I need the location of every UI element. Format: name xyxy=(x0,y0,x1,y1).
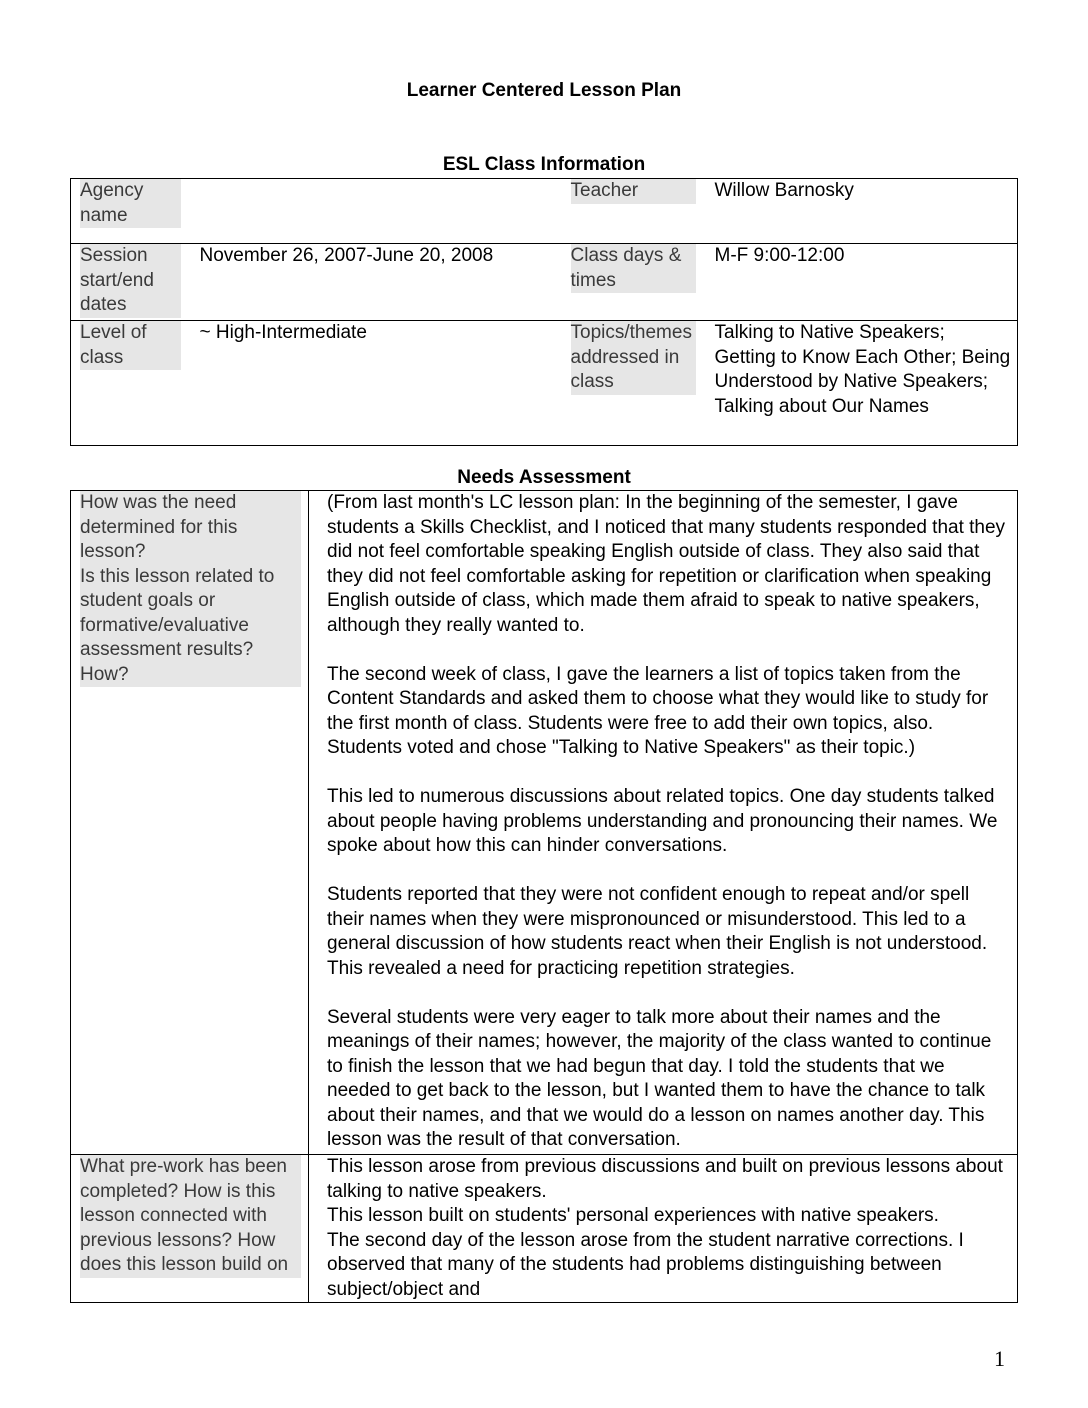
class-info-table xyxy=(70,178,1018,446)
level-label-cell xyxy=(71,321,191,446)
question-line: determined for this lesson? xyxy=(80,516,238,562)
question-need-determined xyxy=(80,491,301,687)
question-line: does this lesson build on xyxy=(80,1254,289,1275)
answer-line: This lesson arose from previous discussions and built on previous lessons about talking to native speakers. xyxy=(327,1156,1003,1202)
topics-label-line: class xyxy=(570,371,614,392)
question-line: formative/evaluative xyxy=(80,614,249,636)
topics-value-line: Getting to Know Each Other; Being xyxy=(714,346,1011,368)
agency-value xyxy=(191,179,571,244)
session-label-line: Session xyxy=(80,245,148,266)
agency-label-line: name xyxy=(80,204,128,226)
session-label xyxy=(80,244,181,318)
days-label xyxy=(571,244,696,293)
question-pre-work xyxy=(80,1155,301,1278)
days-label-line: Class days & xyxy=(570,245,682,266)
answer-paragraph: This led to numerous discussions about related topics. One day students talked about people having problems understanding and pronouncing their names. We spoke about how this can hinder conversations. xyxy=(327,786,998,856)
table-row xyxy=(71,179,1018,244)
session-value: November 26, 2007-June 20, 2008 xyxy=(191,244,571,321)
needs-assessment-heading: Needs Assessment xyxy=(457,467,631,488)
level-label xyxy=(80,321,181,370)
table-row xyxy=(71,244,1018,321)
answer-cell xyxy=(309,491,1018,1155)
agency-label-line: Agency xyxy=(80,180,144,201)
agency-label xyxy=(80,179,181,228)
days-label-line: times xyxy=(570,269,616,291)
session-label-cell xyxy=(71,244,191,321)
page-number: 1 xyxy=(994,1346,1005,1371)
topics-label-cell xyxy=(571,321,715,446)
agency-label-cell xyxy=(71,179,191,244)
answer-line: The second day of the lesson arose from the student narrative corrections. I observed that many of the students had problems distinguishing between subject/object and xyxy=(327,1229,964,1300)
answer-paragraph: Students reported that they were not confident enough to repeat and/or spell their names when they were mispronounced or misunderstood. This led to a general discussion of how students react when their English is not understood. This revealed a need for practicing repetition strategies. xyxy=(327,884,988,979)
question-line: completed? How is this xyxy=(80,1180,276,1202)
answer-paragraph: The second week of class, I gave the learners a list of topics taken from the Content Standards and asked them to choose what they would like to study for the first month of class. Students were free to add their own topics, also. Students voted and chose "Talking to Native Speakers" as their topic.) xyxy=(327,663,989,758)
needs-assessment-table xyxy=(70,490,1018,1303)
topics-value-line: Talking about Our Names xyxy=(714,395,929,417)
question-line: How was the need xyxy=(80,492,237,513)
level-value: ~ High-Intermediate xyxy=(191,321,571,446)
level-label-line: Level of xyxy=(80,322,147,343)
topics-label-line: addressed in xyxy=(570,346,680,368)
class-info-heading: ESL Class Information xyxy=(442,154,646,175)
days-label-cell xyxy=(571,244,715,321)
session-label-line: dates xyxy=(80,294,127,315)
answer-paragraph: Several students were very eager to talk more about their names and the meanings of their names; however, the majority of the class wanted to continue to finish the lesson that we had begun that day. I told the students that we needed to get back to the lesson, but I wanted them to have the chance to talk about their names, and that we would do a lesson on names another day. This lesson was the result of that conversation. xyxy=(327,1006,992,1150)
question-line: What pre-work has been xyxy=(80,1156,287,1177)
session-label-line: start/end xyxy=(80,269,154,291)
question-line: student goals or xyxy=(80,590,216,611)
question-cell xyxy=(71,491,309,1155)
level-label-line: class xyxy=(80,346,124,368)
answer-paragraph: (From last month's LC lesson plan: In the beginning of the semester, I gave students a Skills Checklist, and I noticed that many students responded that they did not feel comfortable speaking English outside of class. They also said that they did not feel comfortable asking for repetition or clarification when speaking English outside of class, which made them afraid to speak to native speakers, although they really wanted to. xyxy=(327,492,1006,636)
answer-line: This lesson built on students' personal experiences with native speakers. xyxy=(327,1205,939,1226)
page-title: Learner Centered Lesson Plan xyxy=(406,80,682,101)
teacher-label-cell xyxy=(571,179,715,244)
table-row xyxy=(71,491,1018,1155)
teacher-label: Teacher xyxy=(571,179,696,204)
answer-cell xyxy=(309,1155,1018,1303)
question-line: previous lessons? How xyxy=(80,1229,276,1251)
topics-value xyxy=(715,321,1018,446)
table-row xyxy=(71,1155,1018,1303)
topics-value-line: Talking to Native Speakers; xyxy=(714,322,945,343)
question-line: assessment results? How? xyxy=(80,639,254,685)
question-line: lesson connected with xyxy=(80,1205,267,1226)
question-cell xyxy=(71,1155,309,1303)
teacher-value: Willow Barnosky xyxy=(714,180,854,201)
days-value: M-F 9:00-12:00 xyxy=(715,244,1018,321)
topics-value-line: Understood by Native Speakers; xyxy=(714,371,989,392)
question-line: Is this lesson related to xyxy=(80,565,275,587)
table-row xyxy=(71,321,1018,446)
topics-label xyxy=(571,321,696,395)
topics-label-line: Topics/themes xyxy=(570,322,692,343)
